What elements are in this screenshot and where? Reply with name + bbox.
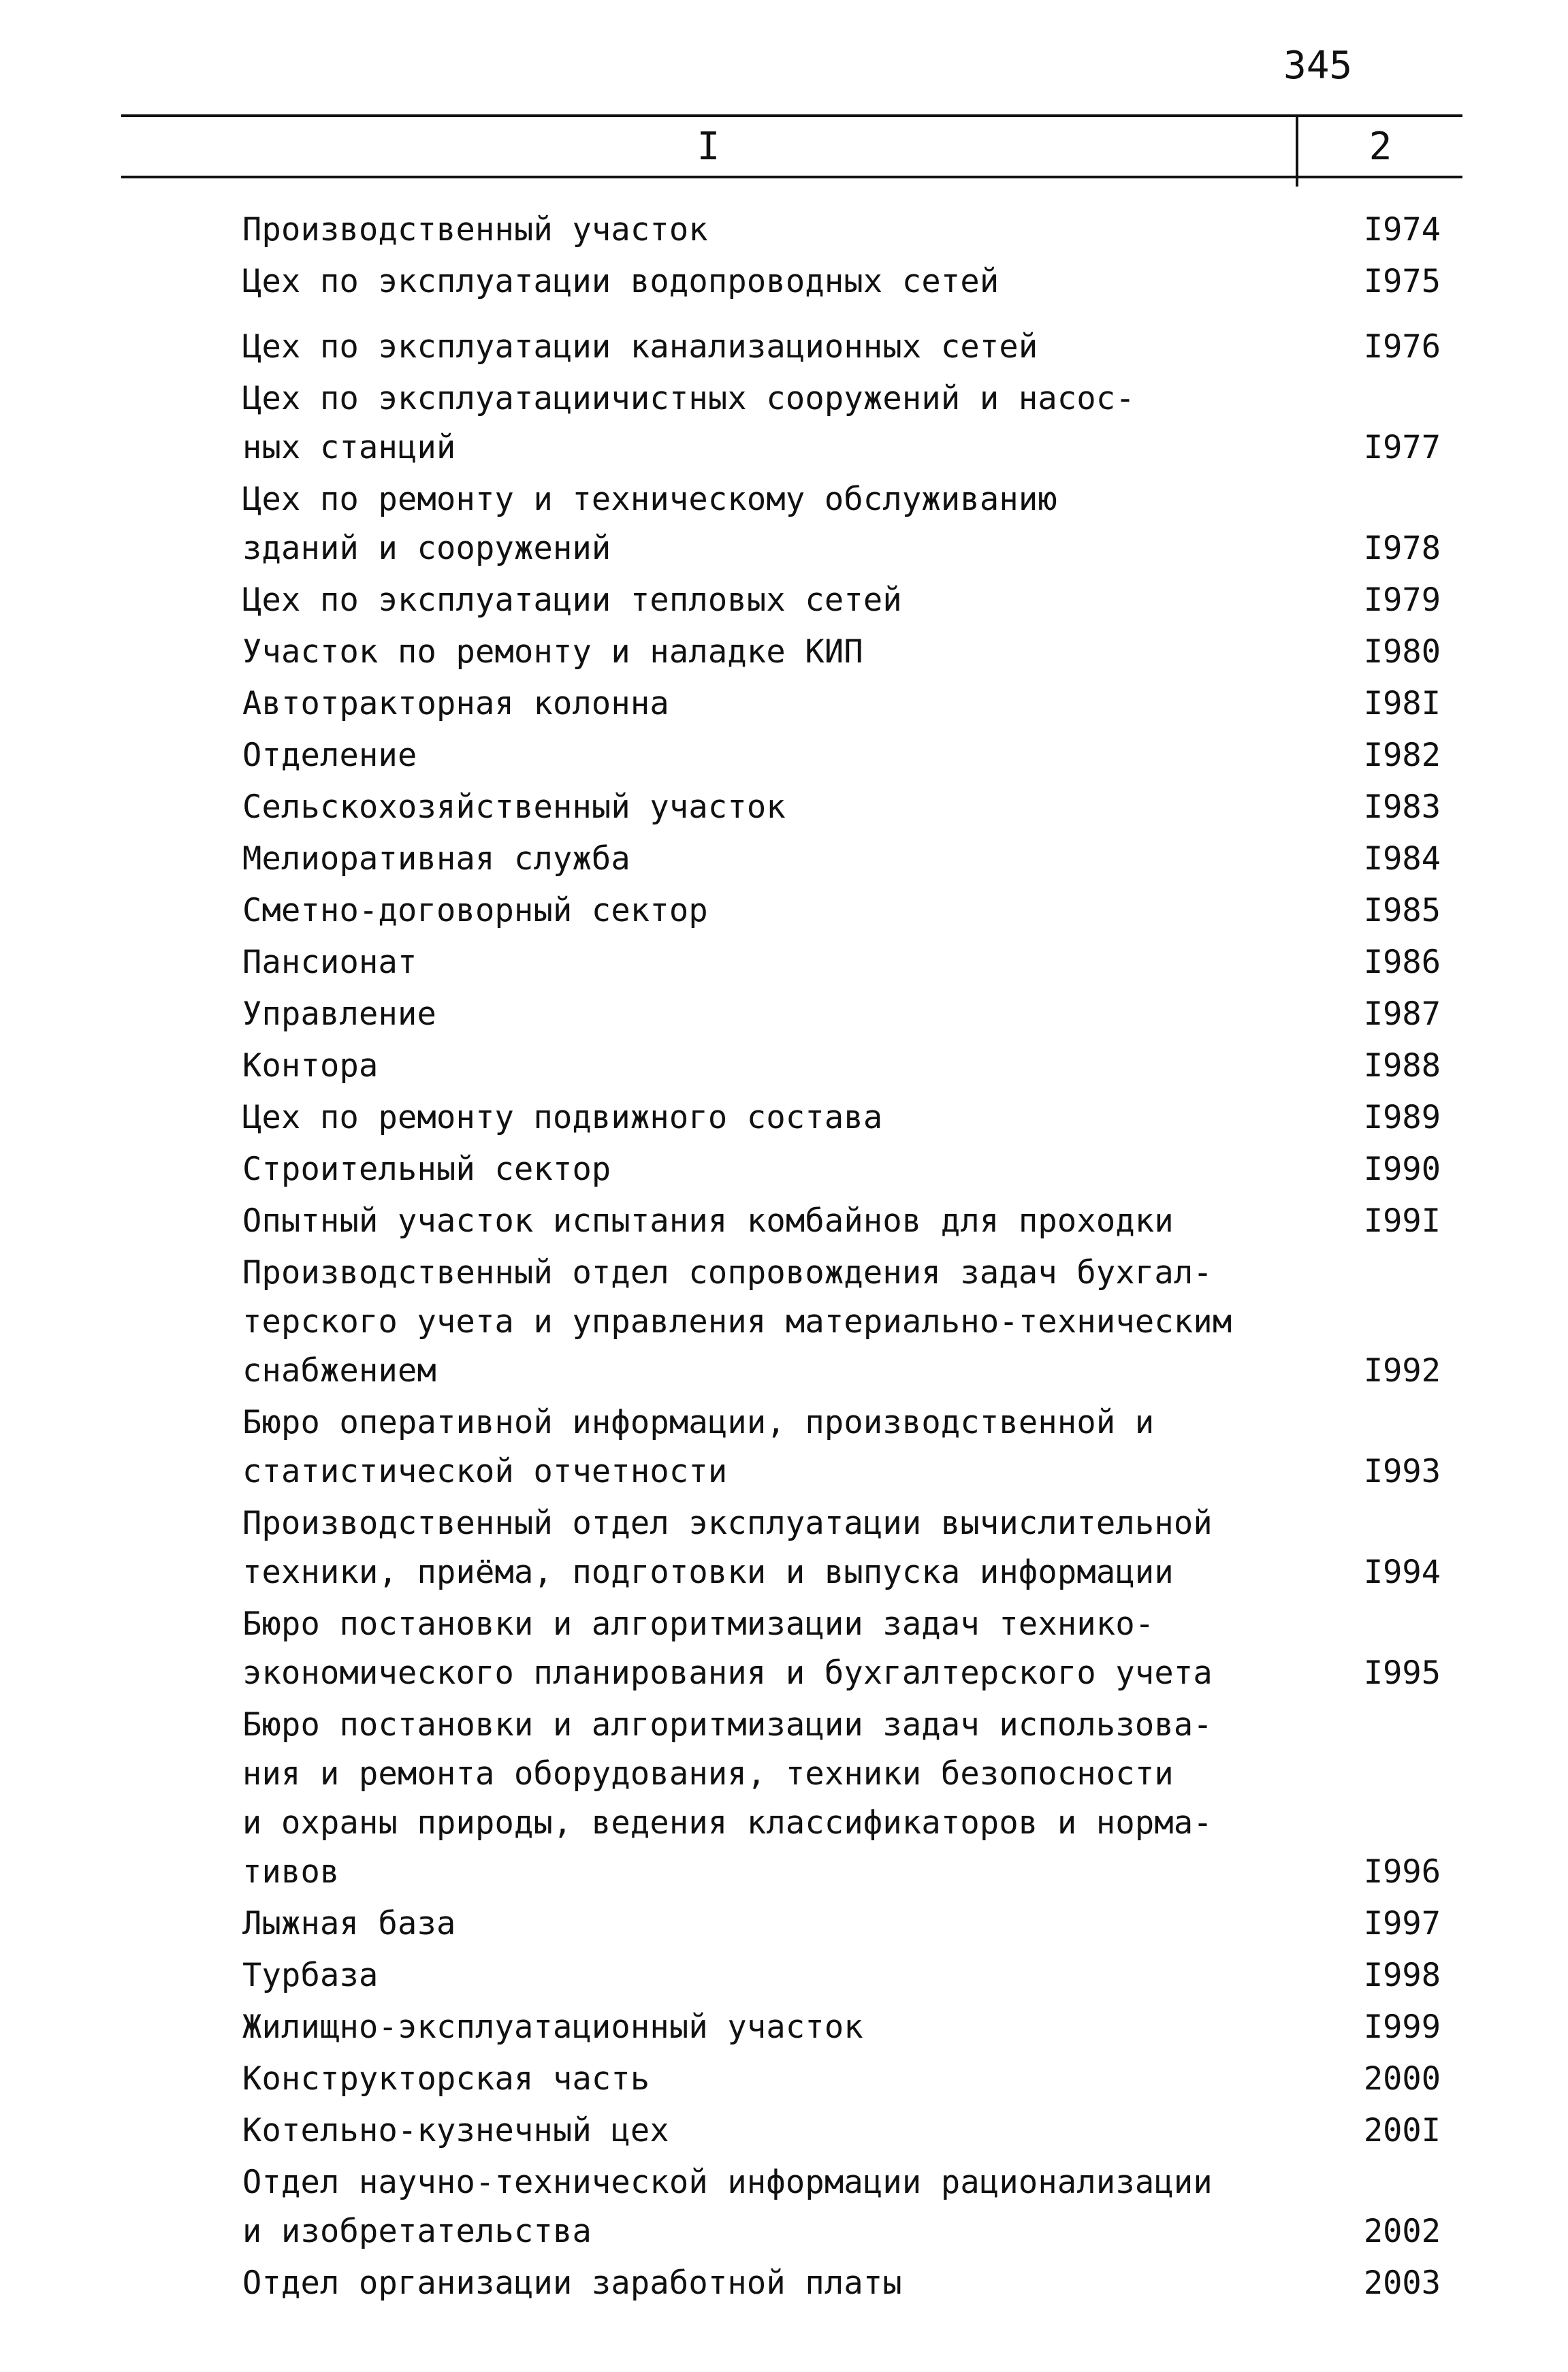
entry-code: I974: [1363, 211, 1441, 249]
page-number: 345: [1283, 44, 1353, 88]
list-item: [242, 783, 1441, 832]
entry-title: Цех по эксплуатациичистных сооружений и насос- ных станций: [242, 380, 1135, 466]
entry-code: I998: [1363, 1957, 1441, 1994]
list-item: [242, 1042, 1441, 1091]
entry-code: 2000: [1363, 2060, 1441, 2098]
table-header-col1: I: [697, 125, 720, 169]
list-item: [242, 206, 1441, 255]
entry-code: I986: [1363, 944, 1441, 981]
entry-code: 200I: [1363, 2112, 1441, 2149]
table-header-col2: 2: [1369, 125, 1392, 169]
entry-code: I997: [1363, 1905, 1441, 1942]
entry-title: Котельно-кузнечный цех: [242, 2112, 669, 2149]
list-item: [242, 2055, 1441, 2104]
list-item: [242, 475, 1441, 573]
list-item: [242, 1701, 1441, 1897]
table-header-bottom-rule: [121, 176, 1462, 178]
list-item: [242, 2158, 1441, 2256]
list-item: [242, 1499, 1441, 1597]
list-item: [242, 374, 1441, 472]
list-item: [242, 1249, 1441, 1396]
entry-title: Отделение: [242, 737, 417, 774]
entry-code: I984: [1363, 840, 1441, 878]
list-item: [242, 1398, 1441, 1496]
entry-code: I992: [1363, 1352, 1441, 1390]
entry-title: Цех по ремонту подвижного состава: [242, 1099, 883, 1136]
entry-code: I980: [1363, 633, 1441, 671]
entry-code: I982: [1363, 737, 1441, 774]
entry-code: I976: [1363, 328, 1441, 366]
entries-list: [242, 206, 1441, 2311]
entry-code: I979: [1363, 581, 1441, 619]
list-item: [242, 2106, 1441, 2155]
entry-title: Конструкторская часть: [242, 2060, 650, 2098]
list-item: [242, 628, 1441, 677]
entry-title: Цех по эксплуатации канализационных сетей: [242, 328, 1038, 366]
list-item: [242, 257, 1441, 306]
entry-code: I996: [1363, 1853, 1441, 1891]
entry-title: Управление: [242, 995, 436, 1033]
entry-code: I995: [1363, 1654, 1441, 1692]
entry-title: Отдел научно-технической информации рационализации и изобретательства: [242, 2164, 1213, 2250]
list-item: [242, 731, 1441, 780]
entry-title: Отдел организации заработной платы: [242, 2264, 902, 2302]
entry-code: I99I: [1363, 1202, 1441, 1240]
entry-title: Бюро оперативной информации, производственной и статистической отчетности: [242, 1404, 1155, 1490]
list-item: [242, 2259, 1441, 2308]
entry-code: I975: [1363, 263, 1441, 300]
entry-title: Строительный сектор: [242, 1151, 611, 1188]
entry-code: I988: [1363, 1047, 1441, 1085]
entry-title: Цех по эксплуатации тепловых сетей: [242, 581, 902, 619]
entry-title: Участок по ремонту и наладке КИП: [242, 633, 863, 671]
entry-code: 2002: [1363, 2213, 1441, 2250]
list-item: [242, 1197, 1441, 1246]
list-item: [242, 1145, 1441, 1194]
entry-title: Бюро постановки и алгоритмизации задач использова- ния и ремонта оборудования, техники безопосности и охраны природы, ведения классификаторов и норма- тивов: [242, 1706, 1213, 1891]
list-item: [242, 938, 1441, 987]
list-item: [242, 1093, 1441, 1142]
entry-title: Турбаза: [242, 1957, 379, 1994]
entry-title: Производственный отдел эксплуатации вычислительной техники, приёма, подготовки и выпуска информации: [242, 1505, 1213, 1591]
entry-title: Жилищно-эксплуатационный участок: [242, 2008, 863, 2046]
entry-code: I989: [1363, 1099, 1441, 1136]
entry-code: I987: [1363, 995, 1441, 1033]
entry-code: I994: [1363, 1554, 1441, 1591]
entry-title: Производственный участок: [242, 211, 708, 249]
entry-title: Лыжная база: [242, 1905, 456, 1942]
list-item: [242, 2003, 1441, 2052]
list-item: [242, 679, 1441, 728]
entry-code: I978: [1363, 530, 1441, 567]
entry-title: Цех по ремонту и техническому обслуживанию зданий и сооружений: [242, 481, 1057, 567]
list-item: [242, 886, 1441, 935]
entry-code: I993: [1363, 1453, 1441, 1490]
entry-title: Опытный участок испытания комбайнов для проходки: [242, 1202, 1174, 1240]
entry-title: Мелиоративная служба: [242, 840, 630, 878]
entry-title: Сельскохозяйственный участок: [242, 788, 786, 826]
list-item: [242, 990, 1441, 1039]
entry-code: I98I: [1363, 685, 1441, 722]
list-item: [242, 323, 1441, 372]
list-item: [242, 835, 1441, 884]
entry-code: I983: [1363, 788, 1441, 826]
entry-title: Цех по эксплуатации водопроводных сетей: [242, 263, 999, 300]
entry-title: Пансионат: [242, 944, 417, 981]
entry-code: 2003: [1363, 2264, 1441, 2302]
entry-title: Автотракторная колонна: [242, 685, 669, 722]
entry-code: I977: [1363, 429, 1441, 466]
entry-title: Контора: [242, 1047, 379, 1085]
entry-code: I999: [1363, 2008, 1441, 2046]
list-item: [242, 576, 1441, 625]
list-item: [242, 1600, 1441, 1698]
list-item: [242, 1900, 1441, 1949]
entry-code: I985: [1363, 892, 1441, 929]
entry-title: Производственный отдел сопровождения задач бухгал- терского учета и управления материально-техническим снабжением: [242, 1254, 1232, 1390]
table-header-top-rule: [121, 114, 1462, 117]
entry-title: Сметно-договорный сектор: [242, 892, 708, 929]
list-item: [242, 1951, 1441, 2000]
entry-title: Бюро постановки и алгоритмизации задач технико- экономического планирования и бухгалтерского учета: [242, 1605, 1213, 1692]
entry-code: I990: [1363, 1151, 1441, 1188]
